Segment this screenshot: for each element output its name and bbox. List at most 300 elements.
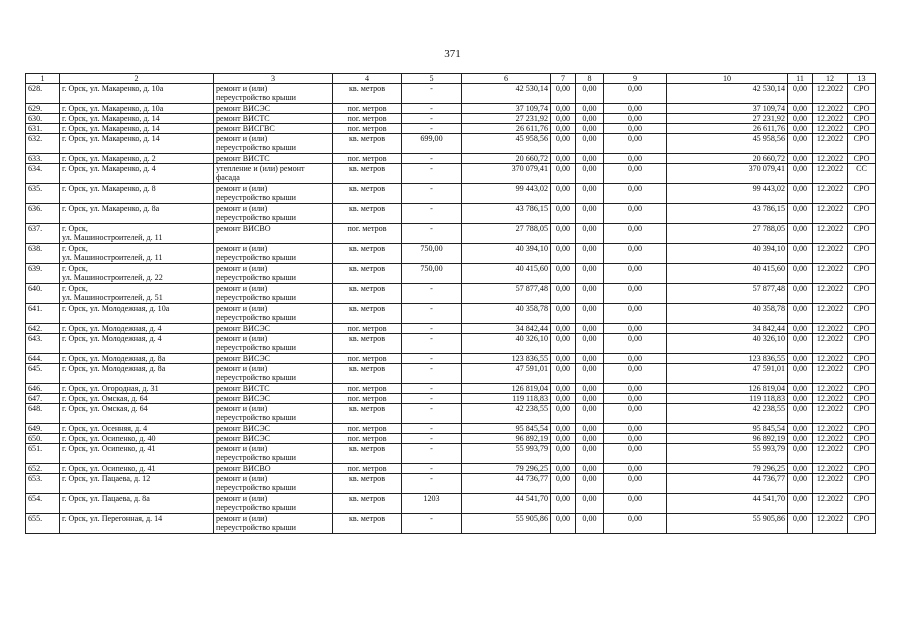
cost-local-cell: 0,00 [604, 434, 667, 444]
deadline-cell: 12.2022 [813, 184, 848, 204]
deadline-cell: 12.2022 [813, 444, 848, 464]
cost-owners-cell: 34 842,44 [667, 324, 788, 334]
method-cell: СРО [848, 134, 876, 154]
row-number-cell: 652. [26, 464, 60, 474]
row-number-cell: 643. [26, 334, 60, 354]
quantity-cell: - [402, 434, 462, 444]
cost-other-cell: 0,00 [788, 444, 813, 464]
cost-local-cell: 0,00 [604, 404, 667, 424]
cost-total-cell: 119 118,83 [462, 394, 551, 404]
unit-cell: кв. метров [333, 334, 402, 354]
work-type-cell: ремонт и (или) переустройство крыши [214, 334, 333, 354]
cost-total-cell: 40 415,60 [462, 264, 551, 284]
table-row [26, 514, 876, 534]
quantity-cell: 699,00 [402, 134, 462, 154]
deadline-cell: 12.2022 [813, 494, 848, 514]
address-cell: г. Орск, ул. Молодежная, д. 4 [60, 334, 214, 354]
cost-regional-cell: 0,00 [576, 354, 604, 364]
row-number-cell: 646. [26, 384, 60, 394]
cost-other-cell: 0,00 [788, 224, 813, 244]
work-type-cell: ремонт ВИСЭС [214, 104, 333, 114]
cost-federal-cell: 0,00 [551, 114, 576, 124]
address-cell: г. Орск, ул. Макаренко, д. 8а [60, 204, 214, 224]
cost-regional-cell: 0,00 [576, 384, 604, 394]
cost-owners-cell: 47 591,01 [667, 364, 788, 384]
address-cell: г. Орск, ул. Макаренко, д. 14 [60, 134, 214, 154]
unit-cell: кв. метров [333, 164, 402, 184]
cost-owners-cell: 42 530,14 [667, 84, 788, 104]
unit-cell: пог. метров [333, 424, 402, 434]
deadline-cell: 12.2022 [813, 104, 848, 114]
cost-owners-cell: 96 892,19 [667, 434, 788, 444]
address-cell: г. Орск, ул. Макаренко, д. 14 [60, 124, 214, 134]
cost-owners-cell: 55 905,86 [667, 514, 788, 534]
quantity-cell: - [402, 304, 462, 324]
cost-federal-cell: 0,00 [551, 404, 576, 424]
method-cell: СРО [848, 224, 876, 244]
row-number-cell: 639. [26, 264, 60, 284]
table-row [26, 434, 876, 444]
table-row [26, 444, 876, 464]
method-cell: СС [848, 164, 876, 184]
method-cell: СРО [848, 304, 876, 324]
deadline-cell: 12.2022 [813, 244, 848, 264]
works-table [25, 73, 876, 534]
cost-owners-cell: 37 109,74 [667, 104, 788, 114]
work-type-cell: ремонт ВИСВО [214, 224, 333, 244]
cost-owners-cell: 44 736,77 [667, 474, 788, 494]
column-header: 5 [402, 74, 462, 84]
cost-local-cell: 0,00 [604, 224, 667, 244]
cost-local-cell: 0,00 [604, 134, 667, 154]
table-row [26, 154, 876, 164]
column-header: 13 [848, 74, 876, 84]
cost-other-cell: 0,00 [788, 404, 813, 424]
unit-cell: кв. метров [333, 364, 402, 384]
quantity-cell: - [402, 164, 462, 184]
cost-total-cell: 99 443,02 [462, 184, 551, 204]
unit-cell: пог. метров [333, 464, 402, 474]
cost-total-cell: 44 736,77 [462, 474, 551, 494]
column-header: 8 [576, 74, 604, 84]
method-cell: СРО [848, 474, 876, 494]
table-row [26, 124, 876, 134]
unit-cell: пог. метров [333, 224, 402, 244]
table-row [26, 264, 876, 284]
deadline-cell: 12.2022 [813, 474, 848, 494]
cost-federal-cell: 0,00 [551, 154, 576, 164]
row-number-cell: 641. [26, 304, 60, 324]
cost-regional-cell: 0,00 [576, 494, 604, 514]
cost-total-cell: 43 786,15 [462, 204, 551, 224]
method-cell: СРО [848, 284, 876, 304]
quantity-cell: - [402, 224, 462, 244]
quantity-cell: 750,00 [402, 244, 462, 264]
method-cell: СРО [848, 424, 876, 434]
cost-federal-cell: 0,00 [551, 354, 576, 364]
table-row [26, 384, 876, 394]
cost-regional-cell: 0,00 [576, 424, 604, 434]
cost-owners-cell: 43 786,15 [667, 204, 788, 224]
cost-other-cell: 0,00 [788, 104, 813, 114]
row-number-cell: 633. [26, 154, 60, 164]
table-row [26, 474, 876, 494]
deadline-cell: 12.2022 [813, 84, 848, 104]
deadline-cell: 12.2022 [813, 284, 848, 304]
deadline-cell: 12.2022 [813, 514, 848, 534]
deadline-cell: 12.2022 [813, 334, 848, 354]
deadline-cell: 12.2022 [813, 304, 848, 324]
cost-regional-cell: 0,00 [576, 304, 604, 324]
table-row [26, 304, 876, 324]
address-cell: г. Орск, ул. Омская, д. 64 [60, 404, 214, 424]
deadline-cell: 12.2022 [813, 264, 848, 284]
address-cell: г. Орск, ул. Машиностроителей, д. 11 [60, 224, 214, 244]
cost-other-cell: 0,00 [788, 184, 813, 204]
cost-other-cell: 0,00 [788, 434, 813, 444]
method-cell: СРО [848, 434, 876, 444]
cost-federal-cell: 0,00 [551, 464, 576, 474]
work-type-cell: ремонт ВИСЭС [214, 354, 333, 364]
cost-total-cell: 44 541,70 [462, 494, 551, 514]
work-type-cell: ремонт и (или) переустройство крыши [214, 134, 333, 154]
unit-cell: пог. метров [333, 384, 402, 394]
cost-local-cell: 0,00 [604, 364, 667, 384]
cost-local-cell: 0,00 [604, 394, 667, 404]
unit-cell: кв. метров [333, 494, 402, 514]
deadline-cell: 12.2022 [813, 124, 848, 134]
cost-regional-cell: 0,00 [576, 404, 604, 424]
work-type-cell: ремонт и (или) переустройство крыши [214, 474, 333, 494]
work-type-cell: ремонт и (или) переустройство крыши [214, 284, 333, 304]
table-row [26, 84, 876, 104]
cost-federal-cell: 0,00 [551, 184, 576, 204]
address-cell: г. Орск, ул. Пацаева, д. 12 [60, 474, 214, 494]
cost-other-cell: 0,00 [788, 204, 813, 224]
address-cell: г. Орск, ул. Макаренко, д. 4 [60, 164, 214, 184]
table-row [26, 114, 876, 124]
cost-other-cell: 0,00 [788, 284, 813, 304]
method-cell: СРО [848, 324, 876, 334]
cost-owners-cell: 55 993,79 [667, 444, 788, 464]
cost-federal-cell: 0,00 [551, 324, 576, 334]
method-cell: СРО [848, 154, 876, 164]
cost-regional-cell: 0,00 [576, 324, 604, 334]
method-cell: СРО [848, 264, 876, 284]
address-cell: г. Орск, ул. Макаренко, д. 10а [60, 84, 214, 104]
table-row [26, 354, 876, 364]
cost-federal-cell: 0,00 [551, 104, 576, 114]
cost-total-cell: 95 845,54 [462, 424, 551, 434]
deadline-cell: 12.2022 [813, 364, 848, 384]
deadline-cell: 12.2022 [813, 134, 848, 154]
method-cell: СРО [848, 404, 876, 424]
cost-federal-cell: 0,00 [551, 394, 576, 404]
column-header: 12 [813, 74, 848, 84]
cost-owners-cell: 45 958,56 [667, 134, 788, 154]
deadline-cell: 12.2022 [813, 164, 848, 184]
row-number-cell: 644. [26, 354, 60, 364]
cost-other-cell: 0,00 [788, 354, 813, 364]
cost-regional-cell: 0,00 [576, 364, 604, 384]
cost-local-cell: 0,00 [604, 164, 667, 184]
cost-regional-cell: 0,00 [576, 394, 604, 404]
work-type-cell: ремонт ВИСГВС [214, 124, 333, 134]
column-header: 2 [60, 74, 214, 84]
cost-local-cell: 0,00 [604, 244, 667, 264]
cost-other-cell: 0,00 [788, 324, 813, 334]
column-header: 3 [214, 74, 333, 84]
row-number-cell: 642. [26, 324, 60, 334]
cost-regional-cell: 0,00 [576, 264, 604, 284]
quantity-cell: - [402, 184, 462, 204]
work-type-cell: ремонт ВИСЭС [214, 394, 333, 404]
quantity-cell: 750,00 [402, 264, 462, 284]
row-number-cell: 636. [26, 204, 60, 224]
cost-federal-cell: 0,00 [551, 124, 576, 134]
cost-regional-cell: 0,00 [576, 114, 604, 124]
row-number-cell: 648. [26, 404, 60, 424]
quantity-cell: - [402, 204, 462, 224]
unit-cell: пог. метров [333, 394, 402, 404]
cost-local-cell: 0,00 [604, 204, 667, 224]
work-type-cell: ремонт и (или) переустройство крыши [214, 244, 333, 264]
cost-owners-cell: 44 541,70 [667, 494, 788, 514]
work-type-cell: ремонт и (или) переустройство крыши [214, 494, 333, 514]
unit-cell: кв. метров [333, 184, 402, 204]
unit-cell: пог. метров [333, 124, 402, 134]
cost-owners-cell: 26 611,76 [667, 124, 788, 134]
unit-cell: кв. метров [333, 284, 402, 304]
method-cell: СРО [848, 384, 876, 394]
deadline-cell: 12.2022 [813, 114, 848, 124]
cost-regional-cell: 0,00 [576, 164, 604, 184]
table-row [26, 404, 876, 424]
row-number-cell: 638. [26, 244, 60, 264]
cost-total-cell: 27 788,05 [462, 224, 551, 244]
work-type-cell: ремонт и (или) переустройство крыши [214, 404, 333, 424]
quantity-cell: - [402, 84, 462, 104]
cost-owners-cell: 27 788,05 [667, 224, 788, 244]
cost-total-cell: 37 109,74 [462, 104, 551, 114]
method-cell: СРО [848, 334, 876, 354]
deadline-cell: 12.2022 [813, 434, 848, 444]
address-cell: г. Орск, ул. Осипенко, д. 40 [60, 434, 214, 444]
method-cell: СРО [848, 184, 876, 204]
deadline-cell: 12.2022 [813, 204, 848, 224]
cost-local-cell: 0,00 [604, 354, 667, 364]
cost-local-cell: 0,00 [604, 184, 667, 204]
cost-regional-cell: 0,00 [576, 244, 604, 264]
cost-other-cell: 0,00 [788, 464, 813, 474]
cost-total-cell: 47 591,01 [462, 364, 551, 384]
row-number-cell: 634. [26, 164, 60, 184]
cost-regional-cell: 0,00 [576, 134, 604, 154]
unit-cell: пог. метров [333, 354, 402, 364]
column-header: 9 [604, 74, 667, 84]
cost-local-cell: 0,00 [604, 444, 667, 464]
table-row [26, 224, 876, 244]
cost-total-cell: 370 079,41 [462, 164, 551, 184]
address-cell: г. Орск, ул. Перегонная, д. 14 [60, 514, 214, 534]
cost-local-cell: 0,00 [604, 424, 667, 434]
address-cell: г. Орск, ул. Молодежная, д. 8а [60, 354, 214, 364]
method-cell: СРО [848, 354, 876, 364]
address-cell: г. Орск, ул. Макаренко, д. 10а [60, 104, 214, 114]
cost-owners-cell: 40 394,10 [667, 244, 788, 264]
column-header: 6 [462, 74, 551, 84]
table-row [26, 394, 876, 404]
row-number-cell: 628. [26, 84, 60, 104]
header-row [26, 74, 876, 84]
method-cell: СРО [848, 364, 876, 384]
table-row [26, 164, 876, 184]
deadline-cell: 12.2022 [813, 354, 848, 364]
table-row [26, 204, 876, 224]
cost-regional-cell: 0,00 [576, 184, 604, 204]
quantity-cell: 1203 [402, 494, 462, 514]
cost-local-cell: 0,00 [604, 84, 667, 104]
cost-total-cell: 57 877,48 [462, 284, 551, 304]
cost-local-cell: 0,00 [604, 104, 667, 114]
work-type-cell: ремонт и (или) переустройство крыши [214, 84, 333, 104]
address-cell: г. Орск, ул. Огородная, д. 31 [60, 384, 214, 394]
address-cell: г. Орск, ул. Осипенко, д. 41 [60, 444, 214, 464]
cost-local-cell: 0,00 [604, 464, 667, 474]
cost-total-cell: 20 660,72 [462, 154, 551, 164]
page-number: 371 [444, 48, 461, 60]
column-header: 7 [551, 74, 576, 84]
cost-local-cell: 0,00 [604, 494, 667, 514]
cost-federal-cell: 0,00 [551, 134, 576, 154]
cost-local-cell: 0,00 [604, 124, 667, 134]
work-type-cell: ремонт ВИСВО [214, 464, 333, 474]
unit-cell: кв. метров [333, 514, 402, 534]
unit-cell: кв. метров [333, 304, 402, 324]
cost-other-cell: 0,00 [788, 154, 813, 164]
quantity-cell: - [402, 424, 462, 434]
cost-regional-cell: 0,00 [576, 284, 604, 304]
row-number-cell: 651. [26, 444, 60, 464]
cost-total-cell: 42 238,55 [462, 404, 551, 424]
address-cell: г. Орск, ул. Пацаева, д. 8а [60, 494, 214, 514]
row-number-cell: 645. [26, 364, 60, 384]
table-row [26, 324, 876, 334]
deadline-cell: 12.2022 [813, 464, 848, 474]
cost-regional-cell: 0,00 [576, 124, 604, 134]
cost-owners-cell: 40 326,10 [667, 334, 788, 354]
cost-regional-cell: 0,00 [576, 154, 604, 164]
quantity-cell: - [402, 514, 462, 534]
unit-cell: кв. метров [333, 444, 402, 464]
cost-other-cell: 0,00 [788, 304, 813, 324]
quantity-cell: - [402, 114, 462, 124]
cost-total-cell: 40 326,10 [462, 334, 551, 354]
column-header: 1 [26, 74, 60, 84]
unit-cell: кв. метров [333, 264, 402, 284]
address-cell: г. Орск, ул. Макаренко, д. 2 [60, 154, 214, 164]
work-type-cell: ремонт ВИСТС [214, 154, 333, 164]
unit-cell: пог. метров [333, 154, 402, 164]
cost-federal-cell: 0,00 [551, 444, 576, 464]
cost-federal-cell: 0,00 [551, 364, 576, 384]
cost-other-cell: 0,00 [788, 384, 813, 394]
cost-total-cell: 123 836,55 [462, 354, 551, 364]
work-type-cell: ремонт ВИСЭС [214, 424, 333, 434]
cost-federal-cell: 0,00 [551, 244, 576, 264]
cost-other-cell: 0,00 [788, 114, 813, 124]
table-row [26, 134, 876, 154]
unit-cell: кв. метров [333, 134, 402, 154]
unit-cell: кв. метров [333, 84, 402, 104]
cost-federal-cell: 0,00 [551, 514, 576, 534]
cost-owners-cell: 27 231,92 [667, 114, 788, 124]
column-header: 11 [788, 74, 813, 84]
row-number-cell: 640. [26, 284, 60, 304]
method-cell: СРО [848, 104, 876, 114]
row-number-cell: 654. [26, 494, 60, 514]
address-cell: г. Орск, ул. Макаренко, д. 14 [60, 114, 214, 124]
cost-other-cell: 0,00 [788, 364, 813, 384]
cost-local-cell: 0,00 [604, 154, 667, 164]
address-cell: г. Орск, ул. Осипенко, д. 41 [60, 464, 214, 474]
cost-other-cell: 0,00 [788, 474, 813, 494]
address-cell: г. Орск, ул. Молодежная, д. 10а [60, 304, 214, 324]
row-number-cell: 655. [26, 514, 60, 534]
address-cell: г. Орск, ул. Осенняя, д. 4 [60, 424, 214, 434]
cost-regional-cell: 0,00 [576, 444, 604, 464]
cost-owners-cell: 126 819,04 [667, 384, 788, 394]
table-row [26, 464, 876, 474]
unit-cell: пог. метров [333, 324, 402, 334]
cost-other-cell: 0,00 [788, 394, 813, 404]
cost-regional-cell: 0,00 [576, 514, 604, 534]
deadline-cell: 12.2022 [813, 324, 848, 334]
method-cell: СРО [848, 394, 876, 404]
quantity-cell: - [402, 404, 462, 424]
cost-other-cell: 0,00 [788, 514, 813, 534]
row-number-cell: 653. [26, 474, 60, 494]
table-row [26, 494, 876, 514]
deadline-cell: 12.2022 [813, 384, 848, 394]
cost-regional-cell: 0,00 [576, 84, 604, 104]
quantity-cell: - [402, 334, 462, 354]
deadline-cell: 12.2022 [813, 394, 848, 404]
cost-federal-cell: 0,00 [551, 164, 576, 184]
unit-cell: пог. метров [333, 434, 402, 444]
cost-regional-cell: 0,00 [576, 474, 604, 494]
row-number-cell: 647. [26, 394, 60, 404]
table-body [26, 84, 876, 534]
quantity-cell: - [402, 354, 462, 364]
row-number-cell: 632. [26, 134, 60, 154]
method-cell: СРО [848, 84, 876, 104]
quantity-cell: - [402, 394, 462, 404]
work-type-cell: утепление и (или) ремонт фасада [214, 164, 333, 184]
table-row [26, 364, 876, 384]
work-type-cell: ремонт и (или) переустройство крыши [214, 264, 333, 284]
cost-local-cell: 0,00 [604, 514, 667, 534]
row-number-cell: 635. [26, 184, 60, 204]
cost-federal-cell: 0,00 [551, 284, 576, 304]
cost-total-cell: 42 530,14 [462, 84, 551, 104]
cost-other-cell: 0,00 [788, 84, 813, 104]
cost-other-cell: 0,00 [788, 134, 813, 154]
quantity-cell: - [402, 324, 462, 334]
quantity-cell: - [402, 284, 462, 304]
cost-local-cell: 0,00 [604, 474, 667, 494]
method-cell: СРО [848, 464, 876, 474]
